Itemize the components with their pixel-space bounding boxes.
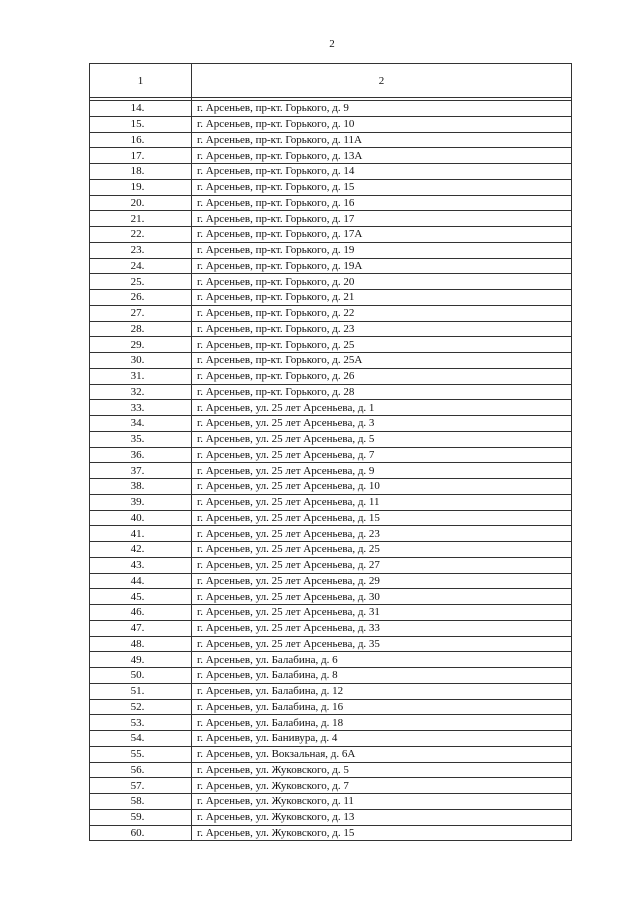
row-address: г. Арсеньев, ул. 25 лет Арсеньева, д. 25: [192, 542, 572, 558]
row-number: 59.: [90, 809, 192, 825]
table-row: [90, 258, 572, 274]
row-number: 58.: [90, 794, 192, 810]
table-header: [90, 64, 572, 98]
row-number: 49.: [90, 652, 192, 668]
row-number: 38.: [90, 479, 192, 495]
table-row: [90, 762, 572, 778]
row-number: 16.: [90, 132, 192, 148]
table-row: [90, 101, 572, 117]
table-row: [90, 557, 572, 573]
row-number: 15.: [90, 116, 192, 132]
row-number: 14.: [90, 101, 192, 117]
table-row: [90, 179, 572, 195]
column-header-number: 1: [90, 64, 192, 98]
table-row: [90, 479, 572, 495]
table-row: [90, 290, 572, 306]
row-address: г. Арсеньев, пр-кт. Горького, д. 22: [192, 305, 572, 321]
row-address: г. Арсеньев, ул. 25 лет Арсеньева, д. 27: [192, 557, 572, 573]
row-address: г. Арсеньев, пр-кт. Горького, д. 17: [192, 211, 572, 227]
row-number: 30.: [90, 353, 192, 369]
row-address: г. Арсеньев, ул. 25 лет Арсеньева, д. 31: [192, 605, 572, 621]
address-table: [89, 63, 572, 841]
row-number: 22.: [90, 227, 192, 243]
row-address: г. Арсеньев, пр-кт. Горького, д. 20: [192, 274, 572, 290]
row-number: 43.: [90, 557, 192, 573]
row-address: г. Арсеньев, пр-кт. Горького, д. 23: [192, 321, 572, 337]
row-address: г. Арсеньев, ул. 25 лет Арсеньева, д. 7: [192, 447, 572, 463]
table-row: [90, 274, 572, 290]
row-number: 60.: [90, 825, 192, 841]
table-row: [90, 211, 572, 227]
row-number: 57.: [90, 778, 192, 794]
row-address: г. Арсеньев, ул. 25 лет Арсеньева, д. 33: [192, 620, 572, 636]
table-row: [90, 542, 572, 558]
table-row: [90, 195, 572, 211]
page-number: 2: [329, 38, 335, 50]
table-row: [90, 242, 572, 258]
row-number: 20.: [90, 195, 192, 211]
row-number: 32.: [90, 384, 192, 400]
table-row: [90, 447, 572, 463]
row-number: 37.: [90, 463, 192, 479]
table-row: [90, 368, 572, 384]
row-number: 21.: [90, 211, 192, 227]
row-number: 51.: [90, 683, 192, 699]
table-row: [90, 148, 572, 164]
row-number: 41.: [90, 526, 192, 542]
column-header-address: 2: [192, 64, 572, 98]
row-number: 27.: [90, 305, 192, 321]
table-row: [90, 227, 572, 243]
row-number: 24.: [90, 258, 192, 274]
row-address: г. Арсеньев, пр-кт. Горького, д. 10: [192, 116, 572, 132]
row-number: 50.: [90, 668, 192, 684]
row-address: г. Арсеньев, ул. 25 лет Арсеньева, д. 3: [192, 416, 572, 432]
table-row: [90, 620, 572, 636]
row-number: 35.: [90, 431, 192, 447]
row-number: 45.: [90, 589, 192, 605]
row-address: г. Арсеньев, ул. 25 лет Арсеньева, д. 10: [192, 479, 572, 495]
table-row: [90, 794, 572, 810]
row-address: г. Арсеньев, ул. 25 лет Арсеньева, д. 15: [192, 510, 572, 526]
table-row: [90, 605, 572, 621]
row-address: г. Арсеньев, ул. Жуковского, д. 15: [192, 825, 572, 841]
row-address: г. Арсеньев, ул. Балабина, д. 18: [192, 715, 572, 731]
row-number: 55.: [90, 746, 192, 762]
row-number: 44.: [90, 573, 192, 589]
row-number: 17.: [90, 148, 192, 164]
table-row: [90, 305, 572, 321]
table-row: [90, 778, 572, 794]
row-address: г. Арсеньев, ул. Жуковского, д. 5: [192, 762, 572, 778]
row-number: 42.: [90, 542, 192, 558]
table-row: [90, 636, 572, 652]
row-address: г. Арсеньев, ул. 25 лет Арсеньева, д. 30: [192, 589, 572, 605]
row-address: г. Арсеньев, ул. 25 лет Арсеньева, д. 23: [192, 526, 572, 542]
table-row: [90, 715, 572, 731]
table-row: [90, 526, 572, 542]
row-address: г. Арсеньев, пр-кт. Горького, д. 26: [192, 368, 572, 384]
row-address: г. Арсеньев, пр-кт. Горького, д. 25: [192, 337, 572, 353]
table-row: [90, 337, 572, 353]
table-row: [90, 164, 572, 180]
row-number: 39.: [90, 494, 192, 510]
row-address: г. Арсеньев, ул. Балабина, д. 8: [192, 668, 572, 684]
table-row: [90, 116, 572, 132]
row-address: г. Арсеньев, ул. 25 лет Арсеньева, д. 9: [192, 463, 572, 479]
row-number: 46.: [90, 605, 192, 621]
table-body: [90, 98, 572, 841]
row-address: г. Арсеньев, ул. Банивура, д. 4: [192, 731, 572, 747]
row-number: 29.: [90, 337, 192, 353]
row-address: г. Арсеньев, пр-кт. Горького, д. 13А: [192, 148, 572, 164]
row-address: г. Арсеньев, пр-кт. Горького, д. 11А: [192, 132, 572, 148]
row-number: 54.: [90, 731, 192, 747]
row-address: г. Арсеньев, ул. 25 лет Арсеньева, д. 35: [192, 636, 572, 652]
row-number: 36.: [90, 447, 192, 463]
table-row: [90, 699, 572, 715]
row-address: г. Арсеньев, пр-кт. Горького, д. 16: [192, 195, 572, 211]
row-address: г. Арсеньев, ул. Балабина, д. 16: [192, 699, 572, 715]
row-address: г. Арсеньев, ул. 25 лет Арсеньева, д. 5: [192, 431, 572, 447]
table-row: [90, 416, 572, 432]
row-number: 47.: [90, 620, 192, 636]
row-address: г. Арсеньев, пр-кт. Горького, д. 19: [192, 242, 572, 258]
table-row: [90, 825, 572, 841]
table-row: [90, 731, 572, 747]
table-row: [90, 400, 572, 416]
table-row: [90, 132, 572, 148]
row-number: 33.: [90, 400, 192, 416]
table-row: [90, 809, 572, 825]
row-number: 52.: [90, 699, 192, 715]
row-address: г. Арсеньев, ул. Жуковского, д. 13: [192, 809, 572, 825]
row-number: 31.: [90, 368, 192, 384]
table-row: [90, 683, 572, 699]
row-address: г. Арсеньев, пр-кт. Горького, д. 21: [192, 290, 572, 306]
row-number: 19.: [90, 179, 192, 195]
row-address: г. Арсеньев, пр-кт. Горького, д. 25А: [192, 353, 572, 369]
table-row: [90, 431, 572, 447]
table-row: [90, 384, 572, 400]
row-address: г. Арсеньев, пр-кт. Горького, д. 9: [192, 101, 572, 117]
row-number: 40.: [90, 510, 192, 526]
table-row: [90, 463, 572, 479]
table-row: [90, 510, 572, 526]
table-row: [90, 494, 572, 510]
row-address: г. Арсеньев, ул. Жуковского, д. 11: [192, 794, 572, 810]
table-row: [90, 668, 572, 684]
row-address: г. Арсеньев, ул. Балабина, д. 6: [192, 652, 572, 668]
row-number: 26.: [90, 290, 192, 306]
row-number: 23.: [90, 242, 192, 258]
row-address: г. Арсеньев, ул. Вокзальная, д. 6А: [192, 746, 572, 762]
table-row: [90, 573, 572, 589]
row-address: г. Арсеньев, ул. 25 лет Арсеньева, д. 11: [192, 494, 572, 510]
table-row: [90, 321, 572, 337]
row-address: г. Арсеньев, пр-кт. Горького, д. 19А: [192, 258, 572, 274]
table-row: [90, 353, 572, 369]
row-number: 28.: [90, 321, 192, 337]
row-number: 25.: [90, 274, 192, 290]
table-row: [90, 746, 572, 762]
table-row: [90, 652, 572, 668]
row-number: 48.: [90, 636, 192, 652]
row-address: г. Арсеньев, ул. Жуковского, д. 7: [192, 778, 572, 794]
row-address: г. Арсеньев, ул. Балабина, д. 12: [192, 683, 572, 699]
row-number: 53.: [90, 715, 192, 731]
row-number: 18.: [90, 164, 192, 180]
row-address: г. Арсеньев, ул. 25 лет Арсеньева, д. 29: [192, 573, 572, 589]
row-address: г. Арсеньев, пр-кт. Горького, д. 14: [192, 164, 572, 180]
row-number: 56.: [90, 762, 192, 778]
row-number: 34.: [90, 416, 192, 432]
row-address: г. Арсеньев, ул. 25 лет Арсеньева, д. 1: [192, 400, 572, 416]
row-address: г. Арсеньев, пр-кт. Горького, д. 15: [192, 179, 572, 195]
table-row: [90, 589, 572, 605]
row-address: г. Арсеньев, пр-кт. Горького, д. 17А: [192, 227, 572, 243]
row-address: г. Арсеньев, пр-кт. Горького, д. 28: [192, 384, 572, 400]
